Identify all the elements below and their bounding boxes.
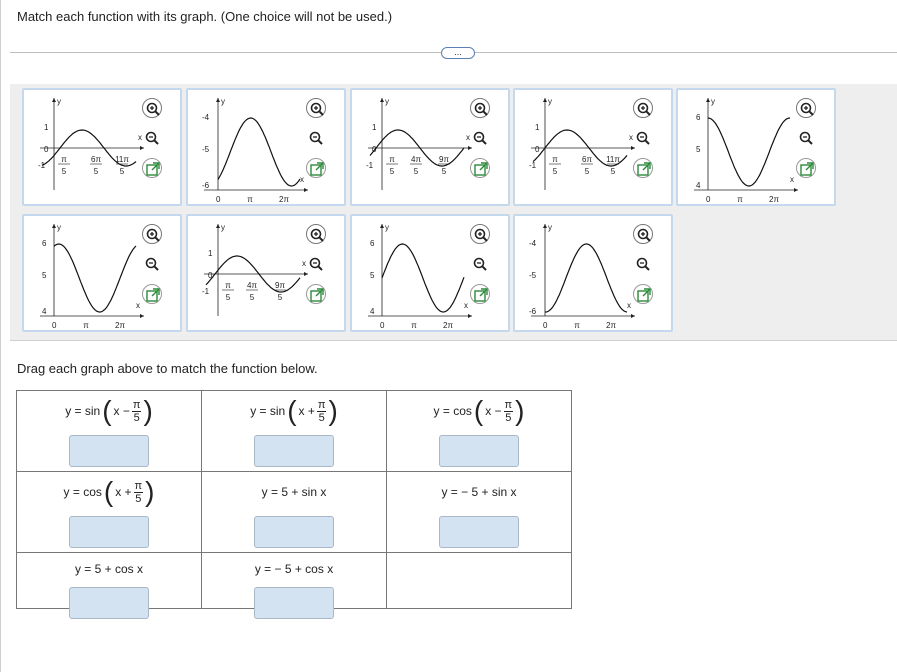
tick-den-0: 5 <box>225 293 231 302</box>
graph-plot <box>188 90 312 204</box>
tick-origin: 0 <box>380 321 385 330</box>
graph-tile-8[interactable] <box>350 214 510 332</box>
graph-plot <box>24 90 148 204</box>
match-cell-5 <box>202 472 387 553</box>
function-prefix: y = cos <box>63 485 102 499</box>
tick-den-2: 5 <box>277 293 283 302</box>
y-axis-label: y <box>385 97 389 106</box>
y-axis-label: y <box>221 97 225 106</box>
tick-2pi: 2π <box>769 195 779 204</box>
function-label: y = cos ( x + $\frac{\pi}{5}$ ) <box>63 476 155 507</box>
tick-den-1: 5 <box>93 167 99 176</box>
fraction-numerator: π <box>317 398 326 411</box>
tick-y-neg1: -1 <box>366 161 374 170</box>
y-axis-label: y <box>711 97 715 106</box>
fraction-denominator: 5 <box>133 411 140 424</box>
tick-den-2: 5 <box>119 167 125 176</box>
match-cell-6 <box>387 472 572 553</box>
match-cell-1 <box>17 391 202 472</box>
function-inner: x + <box>298 404 315 418</box>
tick-y-1: 1 <box>535 123 540 132</box>
tick-pi: π <box>83 321 89 330</box>
y-axis-label: y <box>57 97 61 106</box>
tick-y-2: 4 <box>696 181 701 190</box>
tick-y-1: 1 <box>372 123 377 132</box>
tick-y-1: 5 <box>696 145 701 154</box>
match-cell-2 <box>202 391 387 472</box>
x-axis-label: x <box>466 133 470 142</box>
tick-num-1: 4π <box>411 155 421 164</box>
graph-tile-9[interactable] <box>513 214 673 332</box>
graph-plot <box>188 216 312 330</box>
tick-y-0: 6 <box>696 113 701 122</box>
function-label: y = sin ( x − $\frac{\pi}{5}$ ) <box>65 395 153 426</box>
y-axis-label: y <box>57 223 61 232</box>
function-prefix: y = sin <box>250 404 286 418</box>
x-axis-label: x <box>627 301 631 310</box>
tick-num-1: 6π <box>582 155 592 164</box>
function-label: y = − 5 + sin x <box>441 485 517 499</box>
drop-target[interactable] <box>439 516 519 548</box>
tick-origin: 0 <box>543 321 548 330</box>
tick-num-1: 6π <box>91 155 101 164</box>
x-axis-label: x <box>300 175 304 184</box>
match-cell-4 <box>17 472 202 553</box>
tick-2pi: 2π <box>115 321 125 330</box>
tick-origin: 0 <box>52 321 57 330</box>
function-prefix: y = cos <box>433 404 472 418</box>
tick-num-2: 11π <box>606 155 620 164</box>
function-label: y = sin ( x + $\frac{\pi}{5}$ ) <box>250 395 338 426</box>
left-rule <box>0 0 1 672</box>
drag-title: Drag each graph above to match the function below. <box>17 361 318 376</box>
tick-pi: π <box>574 321 580 330</box>
fraction-numerator: π <box>132 398 141 411</box>
graph-plot <box>352 90 476 204</box>
x-axis-label: x <box>464 301 468 310</box>
function-label: y = 5 + sin x <box>261 485 327 499</box>
drop-target[interactable] <box>254 435 334 467</box>
drop-target[interactable] <box>439 435 519 467</box>
instructions: Match each function with its graph. (One choice will not be used.) <box>17 9 393 24</box>
tick-den-2: 5 <box>441 167 447 176</box>
fraction-numerator: π <box>134 479 143 492</box>
graph-tile-4[interactable] <box>513 88 673 206</box>
tick-den-0: 5 <box>389 167 395 176</box>
tick-num-2: 11π <box>115 155 129 164</box>
x-axis-label: x <box>136 301 140 310</box>
x-axis-label: x <box>302 259 306 268</box>
tick-y-0: 0 <box>372 145 377 154</box>
tick-y-0: 6 <box>42 239 47 248</box>
y-axis-label: y <box>548 223 552 232</box>
tick-den-1: 5 <box>413 167 419 176</box>
tick-y-1: 1 <box>44 123 49 132</box>
tick-pi: π <box>247 195 253 204</box>
function-label: y = 5 + cos x <box>74 562 144 576</box>
graph-tile-2[interactable] <box>186 88 346 206</box>
curve <box>54 244 136 312</box>
tick-den-0: 5 <box>552 167 558 176</box>
graph-plot <box>678 90 802 204</box>
y-axis-label: y <box>385 223 389 232</box>
tick-den-1: 5 <box>249 293 255 302</box>
tick-y-0: 0 <box>535 145 540 154</box>
tick-y-2: -6 <box>529 307 537 316</box>
x-axis-label: x <box>629 133 633 142</box>
tick-2pi: 2π <box>279 195 289 204</box>
function-inner: x + <box>115 485 132 499</box>
fraction-denominator: 5 <box>505 411 512 424</box>
tick-origin: 0 <box>706 195 711 204</box>
match-table <box>16 390 572 609</box>
tick-pi: π <box>737 195 743 204</box>
match-cell-8 <box>202 553 387 609</box>
graph-tile-3[interactable] <box>350 88 510 206</box>
fraction-denominator: 5 <box>318 411 325 424</box>
tick-y-1: -5 <box>202 145 210 154</box>
drop-target[interactable] <box>69 435 149 467</box>
tick-num-0: π <box>552 155 558 164</box>
tick-y-neg1: -1 <box>38 161 46 170</box>
function-label: y = − 5 + cos x <box>254 562 334 576</box>
tick-den-1: 5 <box>584 167 590 176</box>
tick-y-1: -5 <box>529 271 537 280</box>
tick-y-1: 5 <box>42 271 47 280</box>
tick-y-0: 0 <box>208 271 213 280</box>
tick-y-0: 6 <box>370 239 375 248</box>
fraction-denominator: 5 <box>135 492 142 505</box>
drop-target[interactable] <box>254 587 334 619</box>
drop-target[interactable] <box>69 516 149 548</box>
tick-y-1: 1 <box>208 249 213 258</box>
drop-target[interactable] <box>69 587 149 619</box>
tick-num-0: π <box>225 281 231 290</box>
graph-plot <box>352 216 476 330</box>
match-cell-empty <box>387 553 572 609</box>
tick-2pi: 2π <box>606 321 616 330</box>
curve <box>545 244 627 312</box>
match-cell-7 <box>17 553 202 609</box>
tick-den-0: 5 <box>61 167 67 176</box>
graph-pool <box>10 84 897 341</box>
curve <box>382 244 464 312</box>
tick-y-2: -6 <box>202 181 210 190</box>
function-inner: x − <box>113 404 130 418</box>
tick-pi: π <box>411 321 417 330</box>
y-axis-label: y <box>548 97 552 106</box>
graph-tile-5[interactable] <box>676 88 836 206</box>
tick-y-0: -4 <box>529 239 537 248</box>
curve <box>708 118 790 186</box>
graph-plot <box>24 216 148 330</box>
drop-target[interactable] <box>254 516 334 548</box>
tick-y-0: -4 <box>202 113 210 122</box>
x-axis-label: x <box>790 175 794 184</box>
tick-num-2: 9π <box>439 155 449 164</box>
tick-num-0: π <box>389 155 395 164</box>
tick-num-1: 4π <box>247 281 257 290</box>
function-prefix: y = sin <box>65 404 101 418</box>
y-axis-label: y <box>221 223 225 232</box>
tick-y-0: 0 <box>44 145 49 154</box>
tick-y-2: 4 <box>42 307 47 316</box>
graph-plot <box>515 90 639 204</box>
tick-2pi: 2π <box>443 321 453 330</box>
graph-plot <box>515 216 639 330</box>
tick-num-2: 9π <box>275 281 285 290</box>
graph-tile-1[interactable] <box>22 88 182 206</box>
fraction-numerator: π <box>504 398 513 411</box>
function-label: y = cos ( x − $\frac{\pi}{5}$ ) <box>433 395 525 426</box>
tick-y-neg1: -1 <box>202 287 210 296</box>
more-button[interactable]: ... <box>441 47 475 59</box>
tick-y-2: 4 <box>370 307 375 316</box>
function-inner: x − <box>485 404 502 418</box>
match-cell-3 <box>387 391 572 472</box>
curve <box>218 118 300 186</box>
tick-origin: 0 <box>216 195 221 204</box>
graph-tile-6[interactable] <box>22 214 182 332</box>
tick-y-1: 5 <box>370 271 375 280</box>
tick-den-2: 5 <box>610 167 616 176</box>
graph-tile-7[interactable] <box>186 214 346 332</box>
x-axis-label: x <box>138 133 142 142</box>
tick-y-neg1: -1 <box>529 161 537 170</box>
tick-num-0: π <box>61 155 67 164</box>
